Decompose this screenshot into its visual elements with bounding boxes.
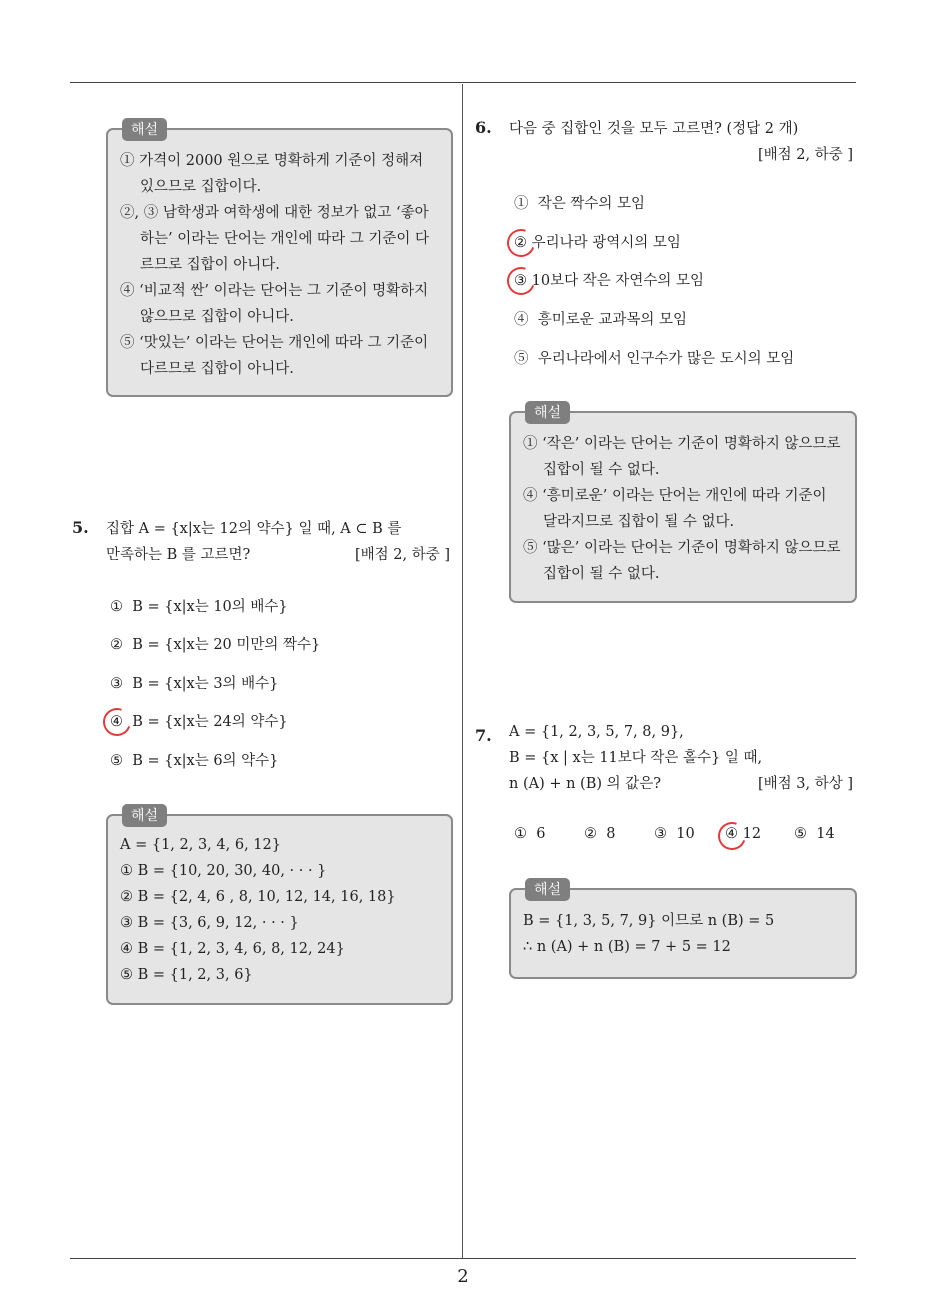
option-mark: ④ (725, 826, 738, 842)
option-text: B = {x|x는 20 미만의 짝수} (132, 637, 321, 653)
q5-option-4[interactable] (110, 712, 288, 732)
column-divider (462, 84, 463, 1258)
q7-question (509, 719, 853, 797)
option-text: 흥미로운 교과목의 모임 (537, 312, 688, 328)
option-text: 10보다 작은 자연수의 모임 (531, 273, 704, 289)
option-mark: ③ (654, 826, 667, 842)
solution-line: ④ B = {1, 2, 3, 4, 6, 8, 12, 24} (120, 941, 345, 957)
solution-line: ① B = {10, 20, 30, 40, · · · } (120, 863, 327, 879)
option-mark: ⑤ (514, 351, 529, 367)
solution-line: ④ ‘흥미로운’ 이라는 단어는 개인에 따라 기준이 달라지므로 집합이 될 수 없다. (523, 488, 827, 530)
q5-line2: 만족하는 B 를 고르면? (106, 547, 251, 563)
option-text: 14 (816, 826, 835, 842)
q7-number: 7. (475, 726, 492, 745)
q6-solution-box (509, 405, 857, 603)
option-text: 우리나라에서 인구수가 많은 도시의 모임 (537, 351, 795, 367)
q6-line1: 다음 중 집합인 것을 모두 고르면? (정답 2 개) (509, 121, 799, 137)
q5-option-2[interactable] (110, 635, 320, 655)
q7-option-4[interactable] (725, 826, 761, 842)
solution-line: ⑤ B = {1, 2, 3, 6} (120, 967, 253, 983)
q5-number: 5. (72, 518, 89, 537)
option-mark: ① (514, 196, 529, 212)
q5-line1: 집합 A = {x|x는 12의 약수} 일 때, A ⊂ B 를 (106, 521, 402, 537)
option-mark: ⑤ (110, 753, 123, 769)
q6-option-1[interactable] (514, 194, 645, 214)
solution-line: ⑤ ‘맛있는’ 이라는 단어는 개인에 따라 그 기준이 다르므로 집합이 아니다. (120, 335, 429, 377)
q7-points: [배점 3, 하상 ] (757, 776, 853, 792)
top-rule (70, 82, 856, 83)
option-text: B = {x|x는 10의 배수} (132, 599, 288, 615)
option-mark: ② (110, 637, 123, 653)
answer-circle-icon (98, 703, 135, 740)
answer-circle-icon (502, 262, 539, 299)
q7-option-2[interactable] (584, 826, 615, 842)
q7-option-5[interactable] (794, 826, 835, 842)
q6-option-4[interactable] (514, 310, 687, 330)
option-mark: ④ (110, 714, 123, 730)
option-mark: ④ (514, 312, 529, 328)
q4-solution-box (106, 122, 453, 397)
option-text: 우리나라 광역시의 모임 (531, 235, 681, 251)
solution-tag: 해설 (525, 878, 570, 901)
page-number: 2 (457, 1266, 469, 1287)
option-text: 6 (536, 826, 546, 842)
solution-line: ②, ③ 남학생과 여학생에 대한 정보가 없고 ‘좋아하는’ 이라는 단어는 개인에 따라 그 기준이 다르므로 집합이 아니다. (120, 205, 429, 273)
solution-tag: 해설 (122, 804, 167, 827)
answer-circle-icon (713, 817, 750, 854)
answer-circle-icon (502, 224, 539, 261)
q5-option-3[interactable] (110, 674, 278, 694)
q6-option-2[interactable] (514, 233, 681, 253)
q5-solution-box (106, 808, 453, 1005)
q6-option-3[interactable] (514, 271, 704, 291)
q6-number: 6. (475, 118, 492, 137)
option-text: B = {x|x는 6의 약수} (132, 753, 279, 769)
q5-option-1[interactable] (110, 597, 288, 617)
option-mark: ② (514, 235, 527, 251)
solution-line: ① ‘작은’ 이라는 단어는 기준이 명확하지 않으므로 집합이 될 수 없다. (523, 436, 841, 478)
q7-line3: n (A) + n (B) 의 값은? (509, 776, 662, 792)
q6-points: [배점 2, 하중 ] (757, 147, 853, 163)
solution-line: ⑤ ‘많은’ 이라는 단어는 기준이 명확하지 않으므로 집합이 될 수 없다. (523, 540, 841, 582)
solution-line: A = {1, 2, 3, 4, 6, 12} (120, 837, 281, 853)
q6-question (509, 116, 853, 168)
option-mark: ③ (514, 273, 527, 289)
option-text: 작은 짝수의 모임 (537, 196, 645, 212)
solution-line: ② B = {2, 4, 6 , 8, 10, 12, 14, 16, 18} (120, 889, 396, 905)
option-text: 10 (676, 826, 695, 842)
q5-option-5[interactable] (110, 751, 278, 771)
q7-line1: A = {1, 2, 3, 5, 7, 8, 9}, (509, 724, 684, 740)
option-mark: ③ (110, 676, 123, 692)
option-text: B = {x|x는 3의 배수} (132, 676, 279, 692)
solution-tag: 해설 (122, 118, 167, 141)
option-mark: ⑤ (794, 826, 807, 842)
solution-tag: 해설 (525, 401, 570, 424)
option-mark: ① (514, 826, 527, 842)
q7-option-3[interactable] (654, 826, 695, 842)
q7-option-1[interactable] (514, 826, 545, 842)
q6-option-5[interactable] (514, 349, 794, 369)
option-mark: ② (584, 826, 597, 842)
option-text: 8 (606, 826, 616, 842)
q7-line2: B = {x | x는 11보다 작은 홀수} 일 때, (509, 750, 763, 766)
q5-question (106, 516, 450, 568)
option-text: B = {x|x는 24의 약수} (132, 714, 288, 730)
q7-solution-box (509, 882, 857, 979)
bottom-rule (70, 1258, 856, 1259)
solution-line: B = {1, 3, 5, 7, 9} 이므로 n (B) = 5 (523, 913, 775, 929)
solution-line: ① 가격이 2000 원으로 명확하게 기준이 정해져 있으므로 집합이다. (120, 153, 424, 195)
solution-line: ③ B = {3, 6, 9, 12, · · · } (120, 915, 299, 931)
option-mark: ① (110, 599, 123, 615)
solution-line: ∴ n (A) + n (B) = 7 + 5 = 12 (523, 939, 731, 955)
option-text: 12 (742, 826, 762, 842)
q5-points: [배점 2, 하중 ] (354, 547, 450, 563)
solution-line: ④ ‘비교적 싼’ 이라는 단어는 그 기준이 명확하지 않으므로 집합이 아니다. (120, 283, 429, 325)
